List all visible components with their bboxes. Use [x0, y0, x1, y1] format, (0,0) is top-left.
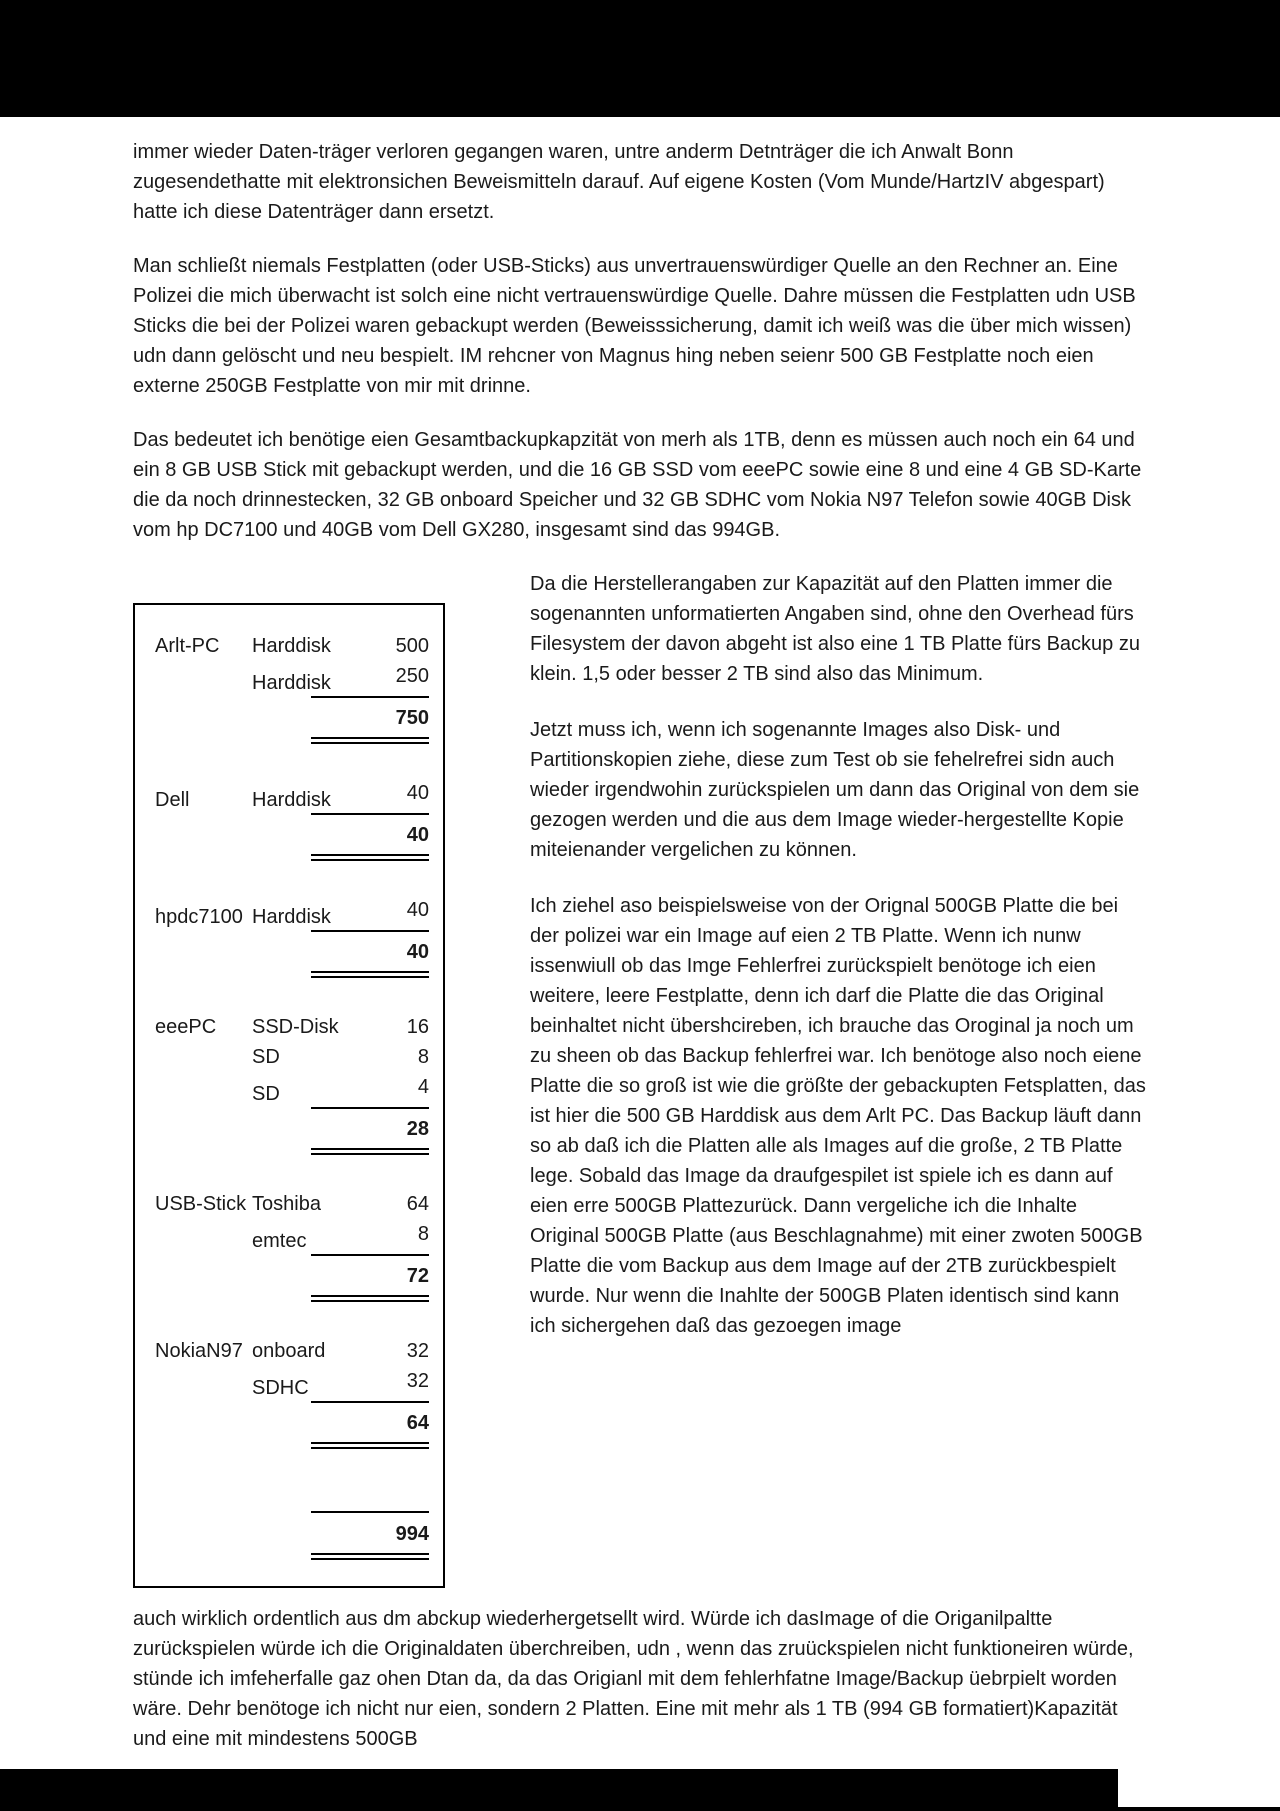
paragraph-intro-3: Das bedeutet ich benötige eien Gesamtbackupkapzität von merh als 1TB, denn es müssen auch noch ein 64 und ein 8 GB USB Stick mit gebackupt werden, und die 16 GB SSD vom eeePC sowie eine 8 und eine 4 GB SD-Karte die da noch drinnestecken, 32 GB onboard Speicher und 32 GB SDHC vom Nokia N97 Telefon sowie 40GB Disk vom hp DC7100 und 40GB vom Dell GX280, insgesamt sind das 994GB.	[133, 429, 1142, 541]
bottom-edge-line	[1118, 1807, 1280, 1811]
capacity-value: 40	[311, 778, 429, 815]
grand-total: 994	[311, 1519, 429, 1560]
paragraph-side-2: Jetzt muss ich, wenn ich sogenannte Images also Disk- und Partitionskopien ziehe, diese zum Test ob sie fehelrefrei sidn auch wieder irgendwohin zurückspielen um dann das Original von dem sie gezogen werden und die aus dem Image wieder-hergestellte Kopie miteienander vergelichen zu können.	[530, 719, 1140, 861]
table-row	[155, 1336, 429, 1366]
side-text-column	[530, 569, 1147, 1367]
device-name: Dell	[155, 789, 190, 811]
group-subtotal: 72	[311, 1261, 429, 1302]
table-row-subtotal	[155, 703, 429, 744]
capacity-value: 32	[311, 1366, 429, 1403]
storage-type: Harddisk	[252, 906, 331, 928]
capacity-value: 250	[311, 661, 429, 698]
table-row	[155, 1042, 429, 1072]
top-border-band	[0, 0, 1280, 117]
storage-type: Harddisk	[252, 635, 331, 657]
bottom-border-band	[0, 1769, 1118, 1811]
table-row-subtotal	[155, 1261, 429, 1302]
group-subtotal: 750	[311, 703, 429, 744]
table-row	[155, 1189, 429, 1219]
capacity-value: 64	[406, 1193, 429, 1215]
table-row	[155, 1072, 429, 1109]
storage-type: SD	[252, 1046, 280, 1068]
group-subtotal: 64	[311, 1408, 429, 1449]
table-row-subtotal	[155, 1114, 429, 1155]
table-row-subtotal	[155, 937, 429, 978]
table-row	[155, 1219, 429, 1256]
paragraph-intro-2: Man schließt niemals Festplatten (oder USB-Sticks) aus unvertrauenswürdiger Quelle an den Rechner an. Eine Polizei die mich überwacht ist solch eine nicht vertrauenswürdige Quelle. Dahre müssen die Festplatten udn USB Sticks die bei der Polizei waren gebackupt werden (Beweisssicherung, damit ich weiß was die über mich wissen) udn dann gelöscht und neu bespielt. IM rehcner von Magnus hing neben seienr 500 GB Festplatte noch eien externe 250GB Festplatte von mir mit drinne.	[133, 255, 1136, 397]
storage-type: Toshiba	[252, 1193, 321, 1215]
table-row	[155, 778, 429, 815]
capacity-value: 16	[406, 1016, 429, 1038]
table-row-subtotal	[155, 1408, 429, 1449]
storage-type: SSD-Disk	[252, 1016, 339, 1038]
storage-type: onboard	[252, 1340, 326, 1362]
capacity-value: 8	[417, 1046, 429, 1068]
device-name: eeePC	[155, 1016, 217, 1038]
table-row-subtotal	[155, 820, 429, 861]
storage-type: SDHC	[252, 1377, 309, 1399]
capacity-value: 8	[311, 1219, 429, 1256]
storage-type: Harddisk	[252, 672, 331, 694]
paragraph-side-3: Ich ziehel aso beispielsweise von der Orignal 500GB Platte die bei der polizei war ein Image auf eien 2 TB Platte. Wenn ich nunw issenwiull ob das Imge Fehlerfrei zurückspielt benötoge ich eien weitere, leere Festplatte, denn ich darf die Platte die das Original beinhaltet nicht übershcireben, ich brauche das Oroginal ja noch um zu sheen ob das Backup fehlerfrei war. Ich benötoge also noch eiene Platte die so groß ist wie die größte der gebackupten Fetsplatten, das ist hier die 500 GB Harddisk aus dem Arlt PC. Das Backup läuft dann so ab daß ich die Platten alle als Images auf die große, 2 TB Platte lege. Sobald das Image da draufgespilet ist spiele ich es dann auf eien erre 500GB Plattezurück. Dann vergeliche ich die Inhalte Original 500GB Platte (aus Beschlagnahme) mit einer zwoten 500GB Platte die vom Backup aus dem Image auf der 2TB zurückbespielt wurde. Nur wenn die Inahlte der 500GB Platen identisch sind kann ich sichergehen daß das gezoegen image	[530, 895, 1146, 1337]
table-row	[155, 661, 429, 698]
capacity-table	[133, 603, 445, 1588]
group-subtotal: 40	[311, 820, 429, 861]
paragraph-side-1: Da die Herstellerangaben zur Kapazität auf den Platten immer die sogenannten unformatierten Angaben sind, ohne den Overhead fürs Filesystem der davon abgeht ist also eine 1 TB Platte fürs Backup zu klein. 1,5 oder besser 2 TB sind also das Minimum.	[530, 573, 1140, 685]
capacity-value: 4	[311, 1072, 429, 1109]
group-subtotal: 40	[311, 937, 429, 978]
table-row	[155, 1366, 429, 1403]
table-total-block	[155, 1493, 429, 1560]
document-body	[133, 137, 1147, 1778]
table-group-hpdc7100	[155, 895, 429, 978]
table-row	[155, 631, 429, 661]
table-group-arlt-pc	[155, 631, 429, 744]
middle-section	[133, 569, 1147, 1588]
storage-type: Harddisk	[252, 789, 331, 811]
paragraph-closing: auch wirklich ordentlich aus dm abckup wiederhergetsellt wird. Würde ich dasImage of die Origanilpaltte zurückspielen würde ich die Originaldaten überchreiben, udn , wenn das zruückspielen nicht funktioneiren würde, stünde ich imfeherfalle gaz ohen Dtan da, da das Origianl mit dem fehlerhfatne Image/Backup üebrpielt worden wäre. Dehr benötoge ich nicht nur eien, sondern 2 Platten. Eine mit mehr als 1 TB (994 GB formatiert)Kapazität und eine mit mindestens 500GB	[133, 1608, 1134, 1750]
table-row	[155, 895, 429, 932]
table-row	[155, 1493, 429, 1513]
storage-type: emtec	[252, 1230, 307, 1252]
total-rule	[311, 1493, 429, 1513]
capacity-value: 40	[311, 895, 429, 932]
capacity-value: 32	[406, 1340, 429, 1362]
table-row	[155, 1012, 429, 1042]
storage-type: SD	[252, 1083, 280, 1105]
device-name: USB-Stick	[155, 1193, 247, 1215]
table-group-eeepc	[155, 1012, 429, 1155]
group-subtotal: 28	[311, 1114, 429, 1155]
table-group-nokia-n97	[155, 1336, 429, 1449]
paragraph-intro-1: immer wieder Daten-träger verloren gegangen waren, untre anderm Detnträger die ich Anwalt Bonn zugesendethatte mit elektronsichen Beweismitteln darauf. Auf eigene Kosten (Vom Munde/HartzIV abgespart) hatte ich diese Datenträger dann ersetzt.	[133, 141, 1105, 223]
table-group-usb-stick	[155, 1189, 429, 1302]
device-name: Arlt-PC	[155, 635, 220, 657]
device-name: NokiaN97	[155, 1340, 243, 1362]
table-group-dell	[155, 778, 429, 861]
device-name: hpdc7100	[155, 906, 243, 928]
table-row-total	[155, 1519, 429, 1560]
capacity-value: 500	[395, 635, 429, 657]
